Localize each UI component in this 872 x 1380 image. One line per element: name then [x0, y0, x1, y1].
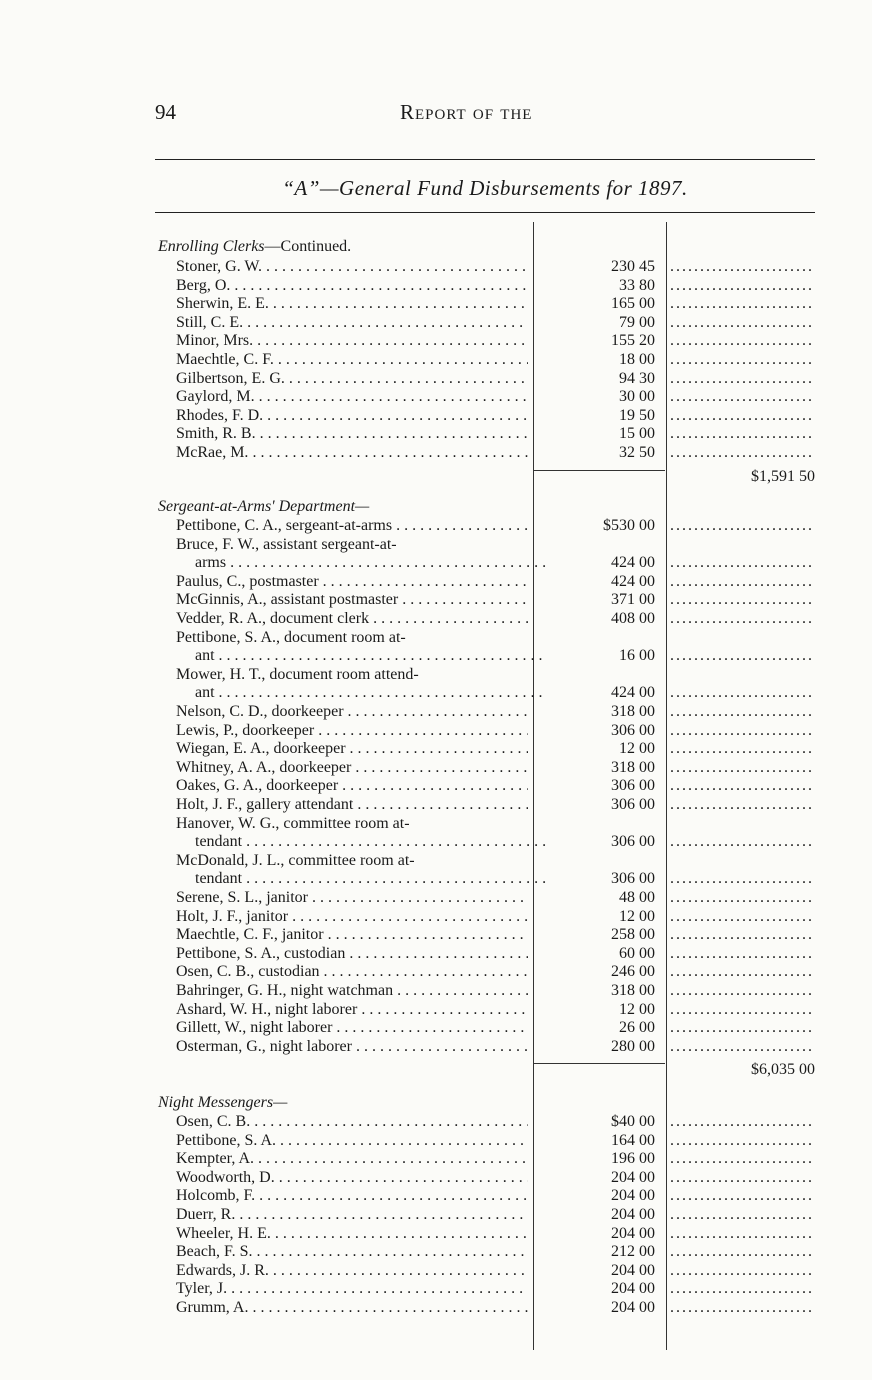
- amount: 318 00: [611, 758, 655, 776]
- payee-name: Holcomb, F. . . .: [176, 1187, 528, 1206]
- amount: 204 00: [611, 1168, 655, 1186]
- table-row: [0, 1187, 872, 1206]
- payee-name: Oakes, G. A., doorkeeper . . .: [176, 777, 528, 796]
- section-title: [158, 238, 351, 257]
- leader-dots: [670, 388, 815, 407]
- leader-dots: [670, 1113, 815, 1132]
- payee-name: tendant . . .: [195, 870, 547, 889]
- leader-dots: [670, 759, 815, 778]
- amount: 165 00: [611, 295, 655, 313]
- table-row: [0, 536, 872, 555]
- amount: 318 00: [611, 703, 655, 720]
- page-header: [155, 100, 815, 130]
- leader-dots: [670, 740, 815, 759]
- amount: 204 00: [611, 1299, 655, 1316]
- leader-dots: [670, 1150, 815, 1169]
- payee-name: Holt, J. F., gallery attendant . . .: [176, 796, 528, 815]
- payee-name: Minor, Mrs. . . .: [176, 332, 528, 351]
- table-row: [0, 1132, 872, 1151]
- leader-dots: [670, 777, 815, 796]
- table-row: [0, 982, 872, 1001]
- payee-name: Serene, S. L., janitor . . .: [176, 889, 528, 908]
- table-row: [0, 889, 872, 908]
- table-row: [0, 444, 872, 463]
- amount: 230 45: [611, 258, 655, 275]
- top-rule: [155, 159, 815, 160]
- amount: 424 00: [611, 554, 655, 572]
- payee-name: Duerr, R. . . .: [176, 1206, 528, 1225]
- table-row: [0, 295, 872, 314]
- payee-name: Berg, O. . . .: [176, 277, 528, 296]
- running-head: Report of the: [400, 100, 533, 124]
- table-row: [0, 573, 872, 592]
- amount: 18 00: [619, 351, 655, 368]
- leader-dots: [670, 591, 815, 610]
- payee-name: Mower, H. T., document room attend-: [176, 665, 419, 683]
- amount: 204 00: [611, 1224, 655, 1242]
- table-row: [0, 591, 872, 610]
- table-row: [0, 852, 872, 871]
- amount: 408 00: [611, 610, 655, 627]
- amount: 164 00: [611, 1131, 655, 1149]
- amount: 26 00: [619, 1019, 655, 1037]
- leader-dots: [670, 945, 815, 964]
- leader-dots: [670, 833, 815, 852]
- payee-name: McDonald, J. L., committee room at-: [176, 851, 415, 869]
- amount: 318 00: [611, 982, 655, 999]
- table-row: [0, 777, 872, 796]
- table-row: [0, 833, 872, 852]
- table-row: [0, 351, 872, 370]
- leader-dots: [670, 425, 815, 444]
- amount: 280 00: [611, 1037, 655, 1055]
- payee-name: Bahringer, G. H., night watchman . . .: [176, 982, 528, 1001]
- table-row: [0, 722, 872, 741]
- leader-dots: [670, 1019, 815, 1038]
- amount: 196 00: [611, 1150, 655, 1168]
- leader-dots: [670, 1280, 815, 1299]
- table-row: [0, 759, 872, 778]
- leader-dots: [670, 796, 815, 815]
- table-row: [0, 1001, 872, 1020]
- table-row: [0, 407, 872, 426]
- leader-dots: [670, 889, 815, 908]
- payee-name: Osterman, G., night laborer . . .: [176, 1038, 528, 1057]
- payee-name: Woodworth, D. . . .: [176, 1169, 528, 1188]
- amount: 60 00: [619, 944, 655, 962]
- amount: 15 00: [619, 425, 655, 443]
- amount: 258 00: [611, 926, 655, 944]
- section-title-italic: Enrolling Clerks: [158, 238, 265, 255]
- payee-name: Smith, R. B. . . .: [176, 425, 528, 444]
- table-row: [0, 314, 872, 333]
- amount: 12 00: [619, 740, 655, 758]
- payee-name: Pettibone, S. A., document room at-: [176, 628, 406, 646]
- table-row: [0, 945, 872, 964]
- table-row: [0, 1038, 872, 1057]
- leader-dots: [670, 554, 815, 573]
- payee-name: Hanover, W. G., committee room at-: [176, 814, 410, 832]
- payee-name: Still, C. E. . . .: [176, 314, 528, 333]
- page-title: “A”—General Fund Disbursements for 1897.: [282, 176, 688, 200]
- payee-name: Gaylord, M. . . .: [176, 388, 528, 407]
- subtotal-rule: [533, 1063, 665, 1064]
- leader-dots: [670, 1225, 815, 1244]
- leader-dots: [670, 1001, 815, 1020]
- leader-dots: [670, 1299, 815, 1318]
- leader-dots: [670, 407, 815, 426]
- amount: 16 00: [619, 647, 655, 665]
- table-row: [0, 908, 872, 927]
- amount: 306 00: [611, 777, 655, 795]
- leader-dots: [670, 908, 815, 927]
- table-row: [0, 740, 872, 759]
- section-title-italic: Sergeant-at-Arms' Department—: [158, 498, 370, 515]
- payee-name: Beach, F. S. . . .: [176, 1243, 528, 1262]
- table-row: [0, 815, 872, 834]
- leader-dots: [670, 1187, 815, 1206]
- leader-dots: [670, 351, 815, 370]
- leader-dots: [670, 332, 815, 351]
- table-row: [0, 796, 872, 815]
- payee-name: Maechtle, C. F., janitor . . .: [176, 926, 528, 945]
- amount: 306 00: [611, 796, 655, 813]
- amount: $530 00: [603, 517, 655, 534]
- payee-name: Pettibone, S. A., custodian . . .: [176, 945, 528, 964]
- payee-name: Whitney, A. A., doorkeeper . . .: [176, 759, 528, 778]
- amount: 424 00: [611, 684, 655, 702]
- table-row: [0, 1206, 872, 1225]
- amount: 204 00: [611, 1280, 655, 1298]
- payee-name: Gilbertson, E. G. . . .: [176, 370, 528, 389]
- payee-name: Paulus, C., postmaster . . .: [176, 573, 528, 592]
- payee-name: Sherwin, E. E. . . .: [176, 295, 528, 314]
- payee-name: Grumm, A. . . .: [176, 1299, 528, 1318]
- amount: 306 00: [611, 833, 655, 851]
- payee-name: Ashard, W. H., night laborer . . .: [176, 1001, 528, 1020]
- payee-name: McRae, M. . . .: [176, 444, 528, 463]
- table-row: [0, 388, 872, 407]
- amount: 212 00: [611, 1243, 655, 1261]
- table-row: [0, 1225, 872, 1244]
- leader-dots: [670, 277, 815, 296]
- payee-name: Rhodes, F. D. . . .: [176, 407, 528, 426]
- table-row: [0, 277, 872, 296]
- table-row: [0, 1169, 872, 1188]
- leader-dots: [670, 982, 815, 1001]
- table-row: [0, 554, 872, 573]
- table-row: [0, 258, 872, 277]
- leader-dots: [670, 1169, 815, 1188]
- table-row: [0, 610, 872, 629]
- section-title: [158, 1094, 287, 1113]
- leader-dots: [670, 1132, 815, 1151]
- leader-dots: [670, 517, 815, 536]
- payee-name: Lewis, P., doorkeeper . . .: [176, 722, 528, 741]
- table-row: [0, 666, 872, 685]
- title-rule: [155, 212, 815, 213]
- amount: 204 00: [611, 1187, 655, 1205]
- amount: 19 50: [619, 406, 655, 424]
- section-title-suffix: —Continued.: [264, 238, 352, 255]
- amount: 12 00: [619, 907, 655, 925]
- amount: 94 30: [619, 369, 655, 387]
- payee-name: Vedder, R. A., document clerk . . .: [176, 610, 528, 629]
- table-row: [0, 1150, 872, 1169]
- amount: 12 00: [619, 1000, 655, 1018]
- payee-name: Edwards, J. R. . . .: [176, 1262, 528, 1281]
- leader-dots: [670, 1206, 815, 1225]
- amount: 246 00: [611, 963, 655, 981]
- table-row: [0, 425, 872, 444]
- payee-name: tendant . . .: [195, 833, 547, 852]
- leader-dots: [670, 295, 815, 314]
- payee-name: Bruce, F. W., assistant sergeant-at-: [176, 535, 397, 553]
- payee-name: Osen, C. B. . . .: [176, 1113, 528, 1132]
- payee-name: Pettibone, C. A., sergeant-at-arms . . .: [176, 517, 528, 536]
- amount: 371 00: [611, 591, 655, 609]
- payee-name: Nelson, C. D., doorkeeper . . .: [176, 703, 528, 722]
- subtotal-rule: [533, 470, 665, 471]
- table-row: [0, 370, 872, 389]
- payee-name: Pettibone, S. A. . . .: [176, 1132, 528, 1151]
- table-row: [0, 963, 872, 982]
- payee-name: Holt, J. F., janitor . . .: [176, 908, 528, 927]
- table-row: [0, 1299, 872, 1318]
- payee-name: arms . . .: [195, 554, 547, 573]
- amount: 306 00: [611, 721, 655, 739]
- table-row: [0, 684, 872, 703]
- payee-name: Maechtle, C. F. . . .: [176, 351, 528, 370]
- table-row: [0, 703, 872, 722]
- amount: 204 00: [611, 1261, 655, 1279]
- section-total: $6,035 00: [751, 1061, 815, 1079]
- amount: 306 00: [611, 870, 655, 888]
- payee-name: Gillett, W., night laborer . . .: [176, 1019, 528, 1038]
- leader-dots: [670, 703, 815, 722]
- page-number: 94: [155, 100, 176, 124]
- amount: 79 00: [619, 313, 655, 331]
- section-title: [158, 498, 369, 517]
- payee-name: Kempter, A. . . .: [176, 1150, 528, 1169]
- amount: 32 50: [619, 444, 655, 461]
- leader-dots: [670, 1243, 815, 1262]
- leader-dots: [670, 926, 815, 945]
- section-total: $1,591 50: [751, 467, 815, 485]
- table-row: [0, 870, 872, 889]
- leader-dots: [670, 1262, 815, 1281]
- table-row: [0, 1243, 872, 1262]
- amount: 33 80: [619, 276, 655, 294]
- payee-name: Tyler, J. . . .: [176, 1280, 528, 1299]
- table-row: [0, 647, 872, 666]
- leader-dots: [670, 1038, 815, 1057]
- leader-dots: [670, 314, 815, 333]
- table-row: [0, 629, 872, 648]
- leader-dots: [670, 722, 815, 741]
- table-row: [0, 1019, 872, 1038]
- leader-dots: [670, 444, 815, 463]
- leader-dots: [670, 963, 815, 982]
- leader-dots: [670, 370, 815, 389]
- table-row: [0, 332, 872, 351]
- table-row: [0, 1262, 872, 1281]
- amount: $40 00: [611, 1113, 655, 1130]
- table-row: [0, 517, 872, 536]
- payee-name: Stoner, G. W. . . .: [176, 258, 528, 277]
- table-row: [0, 1113, 872, 1132]
- payee-name: ant . . .: [195, 647, 547, 666]
- leader-dots: [670, 573, 815, 592]
- amount: 30 00: [619, 388, 655, 406]
- leader-dots: [670, 610, 815, 629]
- leader-dots: [670, 258, 815, 277]
- payee-name: Wiegan, E. A., doorkeeper . . .: [176, 740, 528, 759]
- leader-dots: [670, 684, 815, 703]
- amount: 155 20: [611, 332, 655, 350]
- leader-dots: [670, 870, 815, 889]
- amount: 424 00: [611, 572, 655, 590]
- payee-name: ant . . .: [195, 684, 547, 703]
- amount: 204 00: [611, 1206, 655, 1223]
- payee-name: Osen, C. B., custodian . . .: [176, 963, 528, 982]
- leader-dots: [670, 647, 815, 666]
- amount: 48 00: [619, 889, 655, 906]
- payee-name: McGinnis, A., assistant postmaster . . .: [176, 591, 528, 610]
- payee-name: Wheeler, H. E. . . .: [176, 1225, 528, 1244]
- table-row: [0, 926, 872, 945]
- table-row: [0, 1280, 872, 1299]
- section-title-italic: Night Messengers—: [158, 1094, 288, 1111]
